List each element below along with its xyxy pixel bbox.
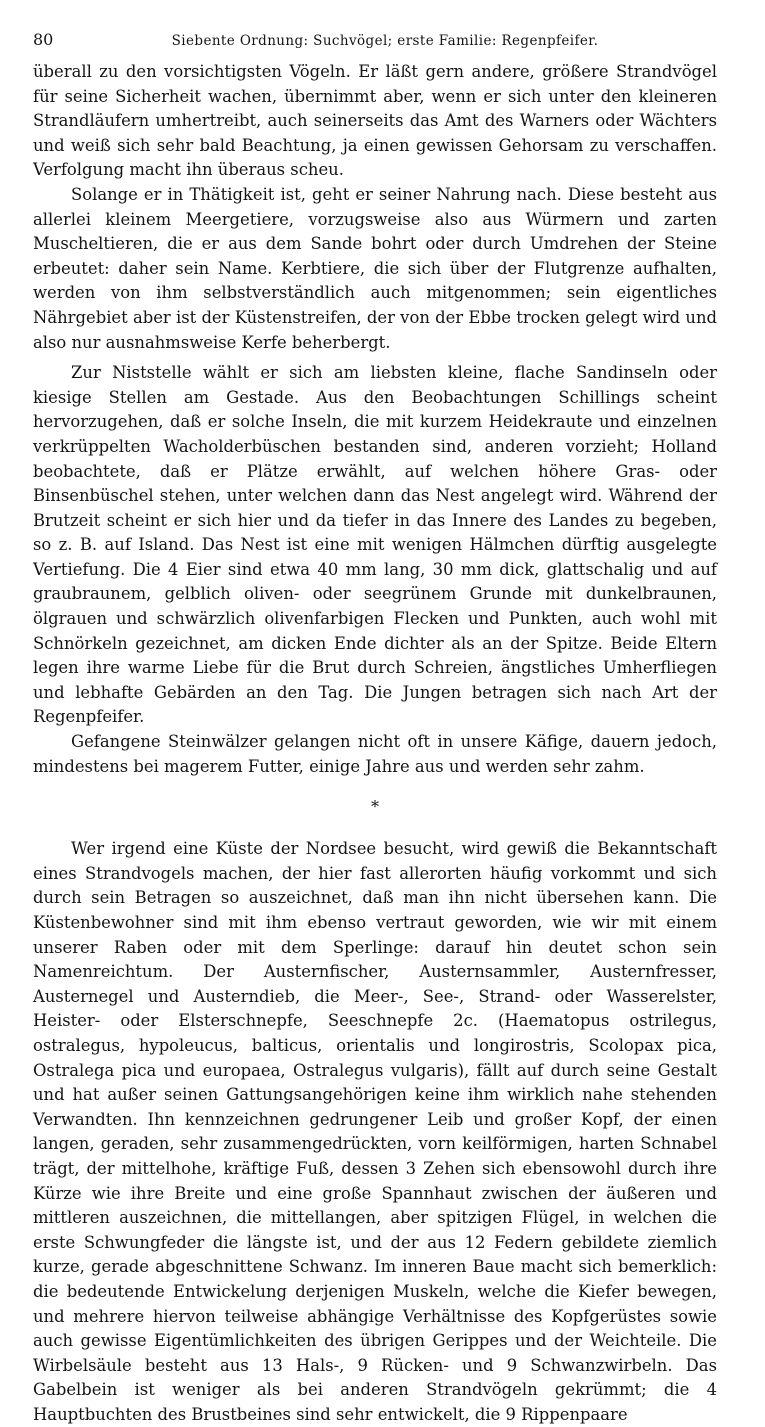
section-separator: * [371, 797, 379, 817]
paragraph-nesting: Zur Niststelle wählt er sich am liebsten kleine, flache Sandinseln oder kiesige Stellen am Gestade. Aus den Beobachtungen Schillings scheint hervorzugehen, daß er solche Inseln, die mit kurzem Heidekraute und einzelnen verkrüppelten Wacholderbüschen bestanden sind, anderen vorzieht; Holland beobachtete, daß er Plätze erwählt, auf welchen höhere Gras- oder Binsenbüschel stehen, unter welchen dann das Nest angelegt wird. Während der Brutzeit scheint er sich hier und da tiefer in das Innere des Landes zu begeben, so z. B. auf Island. Das Nest ist eine mit wenigen Hälmchen dürftig ausgelegte Vertiefung. Die 4 Eier sind etwa 40 mm lang, 30 mm dick, glattschalig und auf graubraunem, gelblich oliven- oder seegrünem Grunde mit dunkelbraunen, ölgrauen und schwärzlich olivenfarbigen Flecken und Punkten, auch wohl mit Schnörkeln gezeichnet, am dicken Ende dichter als an der Spitze. Beide Eltern legen ihre warme Liebe für die Brut durch Schreien, ängstliches Umherfliegen und lebhafte Gebärden an den Tag. Die Jungen betragen sich nach Art der Regenpfeifer. [33, 363, 717, 727]
paragraph-food: Solange er in Thätigkeit ist, geht er seiner Nahrung nach. Diese besteht aus allerlei kleinem Meergetiere, vorzugsweise also aus Würmern und zarten Muscheltieren, die er aus dem Sande bohrt oder durch Umdrehen der Steine erbeutet: daher sein Name. Kerbtiere, die sich über der Flutgrenze aufhalten, werden von ihm selbstverständlich auch mitgenommen; sein eigentliches Nährgebiet aber ist der Küstenstreifen, der von der Ebbe trocken gelegt wird und also nur ausnahmsweise Kerfe beherbergt. [33, 184, 717, 352]
paragraph-captivity: Gefangene Steinwälzer gelangen nicht oft in unsere Käfige, dauern jedoch, mindestens bei magerem Futter, einige Jahre aus und werden sehr zahm. [33, 732, 717, 776]
body-text [33, 60, 717, 1427]
paragraph-continued: überall zu den vorsichtigsten Vögeln. Er läßt gern andere, größere Strandvögel für seine Sicherheit wachen, übernimmt aber, wenn er sich unter den kleineren Strandläufern umhertreibt, auch seinerseits das Amt des Warners oder Wächters und weiß sich sehr bald Beachtung, ja einen gewissen Gehorsam zu verschaffen. Verfolgung macht ihn überaus scheu. [33, 62, 717, 180]
running-head: Siebente Ordnung: Suchvögel; erste Familie: Regenpfeifer. [171, 33, 599, 49]
paragraph-oystercatcher: Wer irgend eine Küste der Nordsee besucht, wird gewiß die Bekanntschaft eines Strandvogels machen, der hier fast allerorten häufig vorkommt und sich durch sein Betragen so auszeichnet, daß man ihn nicht übersehen kann. Die Küstenbewohner sind mit ihm ebenso vertraut geworden, wie wir mit einem unserer Raben oder mit dem Sperlinge: darauf hin deutet schon sein Namenreichtum. Der Austernfischer, Austernsammler, Austernfresser, Austernegel und Austerndieb, die Meer-, See-, Strand- oder Wasserelster, Heister- oder Elsterschnepfe, Seeschnepfe 2c. (Haematopus ostrilegus, ostralegus, hypoleucus, balticus, orientalis und longirostris, Scolopax pica, Ostralega pica und europaea, Ostralegus vulgaris), fällt auf durch seine Gestalt und hat außer seinen Gattungsangehörigen keine ihm wirklich nahe stehenden Verwandten. Ihn kennzeichnen gedrungener Leib und großer Kopf, der einen langen, geraden, sehr zusammengedrückten, vorn keilförmigen, harten Schnabel trägt, der mittelhohe, kräftige Fuß, dessen 3 Zehen sich ebensowohl durch ihre Kürze wie ihre Breite und eine große Spannhaut zwischen der äußeren und mittleren auszeichnen, die mittellangen, aber spitzigen Flügel, in welchen die erste Schwungfeder die längste ist, und der aus 12 Federn gebildete ziemlich kurze, gerade abgeschnittene Schwanz. Im inneren Baue macht sich bemerklich: die bedeutende Entwickelung derjenigen Muskeln, welche die Kiefer bewegen, und mehrere hiervon teilweise abhängige Verhältnisse des Kopfgerüstes sowie auch gewisse Eigentümlichkeiten des übrigen Gerippes und der Weichteile. Die Wirbelsäule besteht aus 13 Hals-, 9 Rücken- und 9 Schwanzwirbeln. Das Gabelbein ist weniger als bei anderen Strandvögeln gekrümmt; die 4 Hauptbuchten des Brustbeines sind sehr entwickelt, die 9 Rippenpaare [33, 839, 717, 1424]
page-number: 80 [33, 30, 54, 49]
page-header [33, 30, 717, 60]
